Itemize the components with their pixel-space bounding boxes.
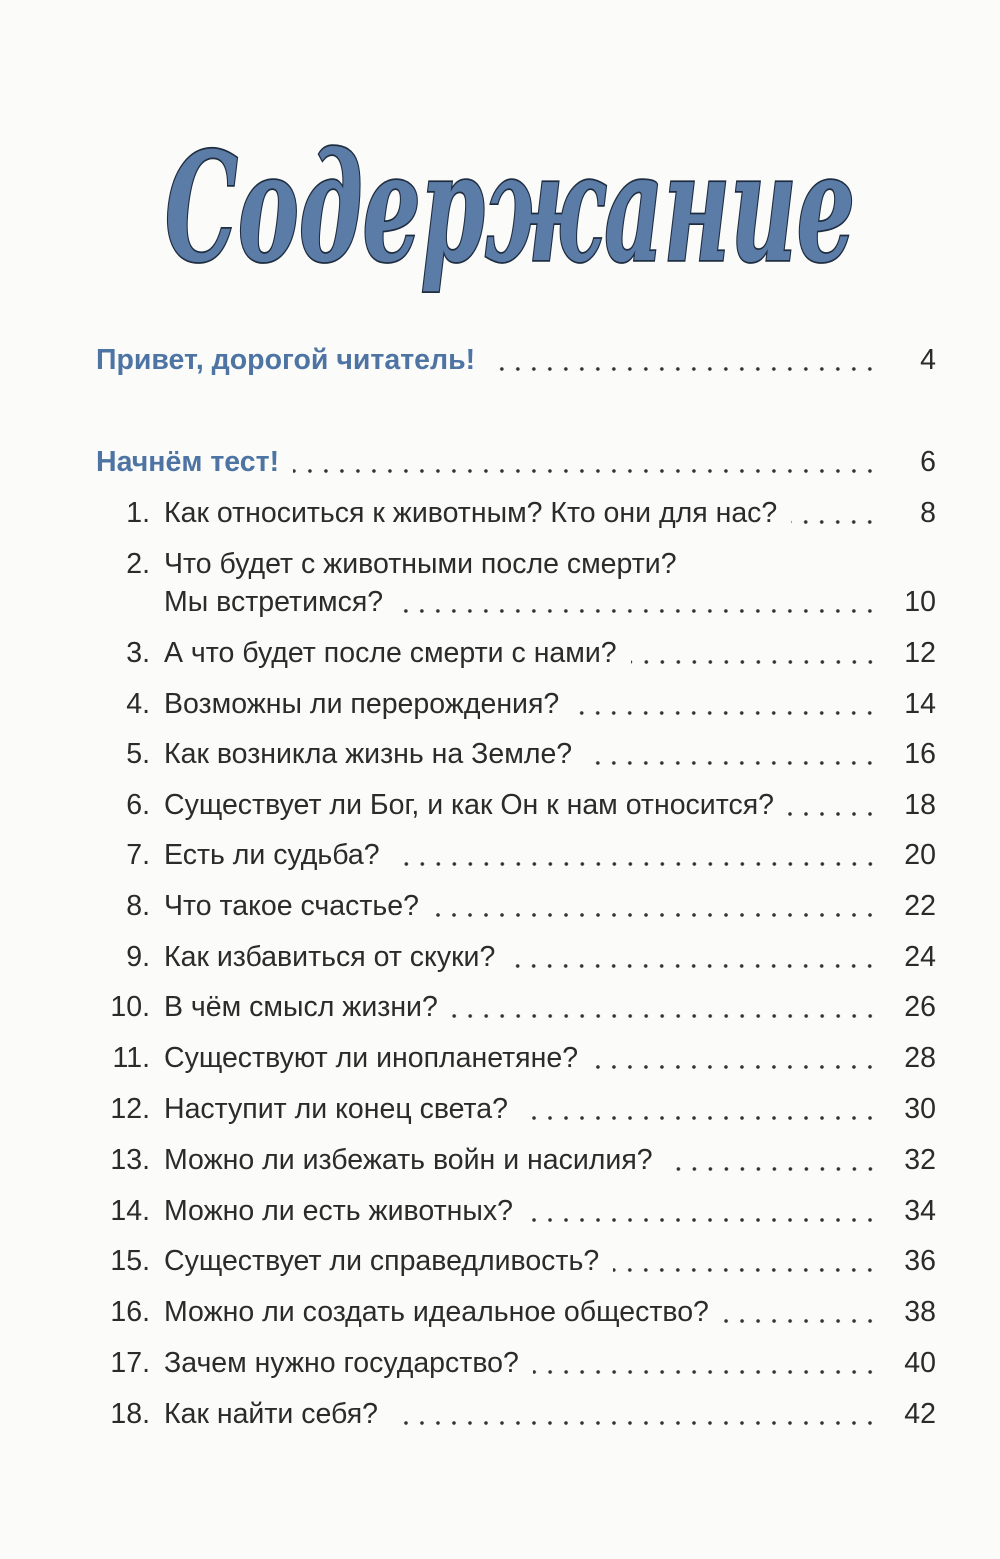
dot-leader	[533, 1370, 878, 1374]
toc-item-10[interactable]	[96, 985, 936, 1029]
toc-item-title: А что будет после смерти с нами?	[164, 637, 617, 669]
toc-item-title: Зачем нужно государство?	[164, 1347, 519, 1379]
toc-item-title: Существует ли справедливость?	[164, 1245, 600, 1277]
toc-item-number: 12.	[110, 1093, 150, 1125]
toc-page-number: 16	[904, 738, 936, 770]
dot-leader	[452, 1014, 878, 1018]
toc-item-title: Существует ли Бог, и как Он к нам относится?	[164, 789, 774, 821]
toc-page-number: 22	[904, 890, 936, 922]
toc-page-number: 24	[904, 941, 936, 973]
toc-item-title: Можно ли есть животных?	[164, 1195, 513, 1227]
toc-page-number: 40	[904, 1347, 936, 1379]
dot-leader	[293, 469, 878, 473]
toc-item-title: Есть ли судьба?	[164, 839, 380, 871]
toc-page-number: 32	[904, 1144, 936, 1176]
dot-leader	[613, 1268, 878, 1272]
toc-item-2-line-2[interactable]	[96, 580, 936, 624]
toc-item-9[interactable]	[96, 935, 936, 979]
toc-page-number: 14	[904, 688, 936, 720]
toc-item-16[interactable]	[96, 1290, 936, 1334]
toc-item-1[interactable]	[96, 491, 936, 535]
toc-item-5[interactable]	[96, 732, 936, 776]
dot-leader	[509, 964, 878, 968]
toc-item-title: Что такое счастье?	[164, 890, 419, 922]
dot-leader	[592, 1065, 878, 1069]
toc-item-number: 1.	[126, 497, 150, 529]
toc-item-18[interactable]	[96, 1392, 936, 1436]
toc-item-12[interactable]	[96, 1087, 936, 1131]
toc-section-test[interactable]	[96, 440, 936, 484]
dot-leader	[394, 862, 878, 866]
toc-item-number: 3.	[126, 637, 150, 669]
dot-leader	[667, 1167, 878, 1171]
toc-item-number: 11.	[112, 1042, 150, 1074]
toc-item-7[interactable]	[96, 833, 936, 877]
page-title	[150, 95, 870, 335]
toc-section-title: Привет, дорогой читатель!	[96, 344, 476, 376]
toc-item-title: В чём смысл жизни?	[164, 991, 438, 1023]
toc-item-number: 13.	[110, 1144, 150, 1176]
toc-item-number: 9.	[126, 941, 150, 973]
toc-item-number: 7.	[126, 839, 150, 871]
toc-item-title: Что будет с животными после смерти?	[164, 548, 677, 580]
toc-item-number: 10.	[110, 991, 150, 1023]
toc-item-title: Как избавиться от скуки?	[164, 941, 496, 973]
toc-item-11[interactable]	[96, 1036, 936, 1080]
toc-item-number: 6.	[126, 789, 150, 821]
toc-item-number: 5.	[126, 738, 150, 770]
toc-page-number: 6	[920, 446, 936, 478]
toc-item-title: Можно ли избежать войн и насилия?	[164, 1144, 653, 1176]
toc-item-title: Можно ли создать идеальное общество?	[164, 1296, 709, 1328]
toc-item-number: 14.	[110, 1195, 150, 1227]
toc-item-number: 2.	[126, 548, 150, 580]
dot-leader	[392, 1421, 878, 1425]
toc-item-title: Как относиться к животным? Кто они для нас?	[164, 497, 778, 529]
toc-page-number: 20	[904, 839, 936, 871]
toc-page-number: 28	[904, 1042, 936, 1074]
toc-item-title-continued: Мы встретимся?	[164, 586, 384, 618]
toc-item-title: Существуют ли инопланетяне?	[164, 1042, 579, 1074]
toc-page-number: 36	[904, 1245, 936, 1277]
toc-item-15[interactable]	[96, 1239, 936, 1283]
toc-item-8[interactable]	[96, 884, 936, 928]
dot-leader	[573, 711, 878, 715]
toc-item-13[interactable]	[96, 1138, 936, 1182]
dot-leader	[522, 1116, 878, 1120]
toc-item-14[interactable]	[96, 1189, 936, 1233]
dot-leader	[631, 660, 878, 664]
toc-item-4[interactable]	[96, 682, 936, 726]
dot-leader	[788, 812, 878, 816]
dot-leader	[397, 609, 878, 613]
toc-section-greeting[interactable]	[96, 338, 936, 382]
title-text: Содержание	[165, 120, 855, 296]
toc-item-17[interactable]	[96, 1341, 936, 1385]
toc-item-3[interactable]	[96, 631, 936, 675]
toc-page-number: 34	[904, 1195, 936, 1227]
toc-page-number: 4	[920, 344, 936, 376]
toc-page-number: 18	[904, 789, 936, 821]
dot-leader	[489, 367, 878, 371]
toc-page-number: 30	[904, 1093, 936, 1125]
title-lettering	[150, 95, 870, 335]
dot-leader	[723, 1319, 878, 1323]
toc-item-number: 4.	[126, 688, 150, 720]
toc-page-number: 8	[920, 497, 936, 529]
toc-page-number: 10	[904, 586, 936, 618]
dot-leader	[791, 520, 878, 524]
toc-item-6[interactable]	[96, 783, 936, 827]
dot-leader	[527, 1218, 878, 1222]
toc-page-number: 42	[904, 1398, 936, 1430]
toc-page-number: 26	[904, 991, 936, 1023]
toc-item-number: 17.	[110, 1347, 150, 1379]
dot-leader	[433, 913, 878, 917]
toc-item-title: Как возникла жизнь на Земле?	[164, 738, 573, 770]
toc-section-title: Начнём тест!	[96, 446, 280, 478]
toc-item-title: Наступит ли конец света?	[164, 1093, 508, 1125]
toc-item-number: 18.	[110, 1398, 150, 1430]
toc-page-number: 38	[904, 1296, 936, 1328]
toc-page-number: 12	[904, 637, 936, 669]
toc-item-number: 15.	[110, 1245, 150, 1277]
toc-item-title: Как найти себя?	[164, 1398, 379, 1430]
toc-item-title: Возможны ли перерождения?	[164, 688, 560, 720]
dot-leader	[586, 761, 878, 765]
toc-item-number: 8.	[126, 890, 150, 922]
toc-item-number: 16.	[110, 1296, 150, 1328]
